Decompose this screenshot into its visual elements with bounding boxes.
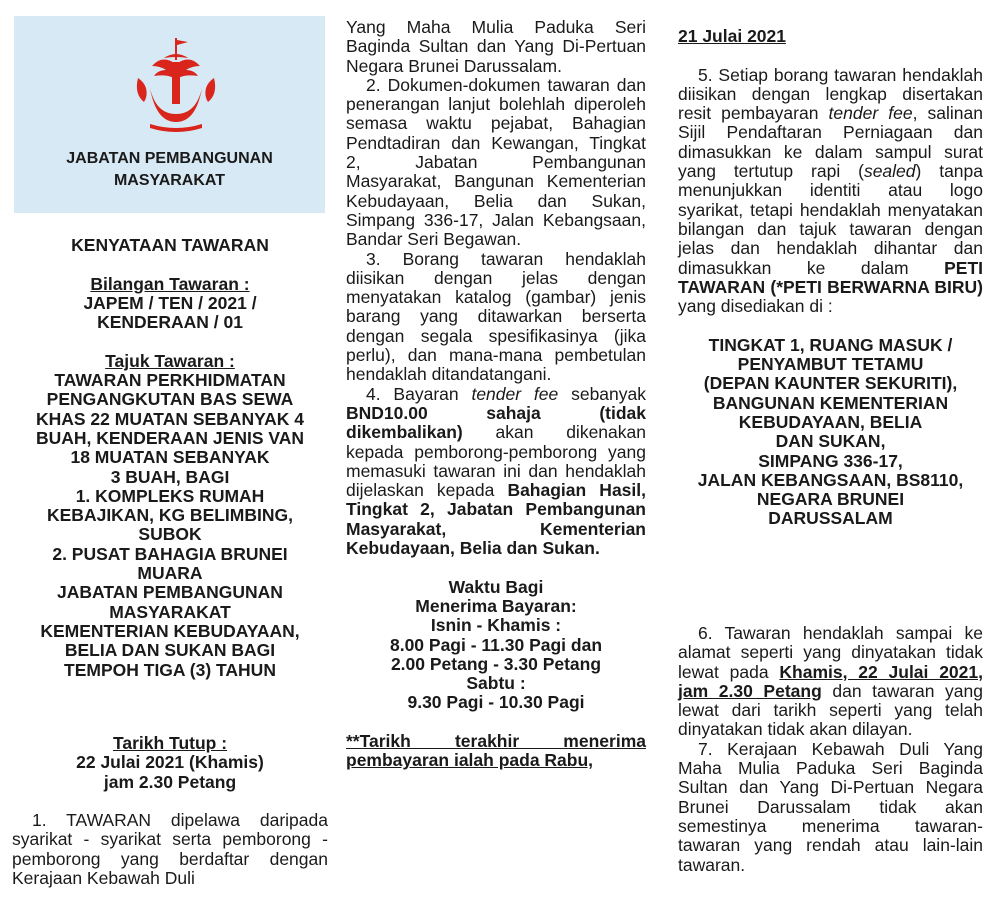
payment-hours-line: Menerima Bayaran: (415, 595, 577, 616)
notice-heading-block (12, 236, 328, 680)
address-line: DARUSSALAM (768, 508, 893, 529)
department-name (14, 148, 325, 192)
submission-address (678, 336, 983, 529)
text-run: sebanyak (558, 383, 647, 404)
header-banner (14, 16, 325, 213)
tajuk-line: MASYARAKAT (109, 601, 231, 622)
tarikh-tutup-block (12, 734, 328, 792)
tajuk-line: BUAH, KENDERAAN JENIS VAN (35, 427, 305, 448)
text-run: 4. Bayaran (366, 383, 472, 404)
payment-hours-line: Isnin - Khamis : (430, 615, 562, 636)
address-line: PENYAMBUT TETAMU (737, 354, 924, 375)
bilangan-line: JAPEM / TEN / 2021 / (83, 292, 257, 313)
paragraph-1-text: 1. TAWARAN dipelawa daripada syarikat - syarikat serta pemborong - pemborong yang berdaftar dengan Kerajaan Kebawah Duli (12, 810, 328, 888)
department-line: MASYARAKAT (113, 172, 226, 189)
tarikh-tutup-label: Tarikh Tutup : (112, 733, 228, 753)
tarikh-tutup-line: jam 2.30 Petang (103, 771, 237, 792)
paragraph-5 (678, 66, 983, 317)
bilangan-label: Bilangan Tawaran : (90, 273, 250, 294)
payment-hours-line: 2.00 Petang - 3.30 Petang (390, 653, 602, 674)
text-run: tender fee (828, 103, 913, 124)
payment-hours-line: Waktu Bagi (448, 576, 544, 597)
tajuk-line: KEMENTERIAN KEBUDAYAAN, (40, 620, 300, 641)
payment-deadline-note: **Tarikh terakhir menerima pembayaran ialah pada Rabu, (346, 730, 646, 771)
text-run: BND10.00 sahaja (tidak dikembalikan) (346, 402, 646, 443)
tajuk-label: Tajuk Tawaran : (105, 350, 235, 371)
notice-heading: KENYATAAN TAWARAN (71, 235, 269, 255)
paragraph-7: 7. Kerajaan Kebawah Duli Yang Maha Mulia Paduka Seri Baginda Sultan dan Yang Di-Pertuan Negara Brunei Darussalam tidak akan semestinya menerima tawaran-tawaran yang rendah atau lain-lain tawaran. (678, 738, 983, 875)
department-line: JABATAN PEMBANGUNAN (66, 150, 273, 167)
tajuk-line: 18 MUATAN SEBANYAK (70, 447, 270, 468)
payment-hours-line: 9.30 Pagi - 10.30 Pagi (407, 692, 585, 713)
bilangan-line: KENDERAAN / 01 (97, 312, 243, 333)
tajuk-line: 2. PUSAT BAHAGIA BRUNEI (52, 543, 288, 564)
tajuk-line: BELIA DAN SUKAN BAGI (64, 640, 276, 661)
paragraph-1-start (12, 811, 328, 888)
text-run: Bahagian Hasil, Tingkat 2, Jabatan Pembangunan Masyarakat, Kementerian Kebudayaan, Belia dan Sukan. (346, 480, 646, 559)
text-run: , salinan Sijil Pendaftaran Perniagaan dan dimasukkan ke dalam sampul surat yang tertutup rapi ( (678, 103, 983, 182)
address-line: JALAN KEBANGSAAN, BS8110, (697, 469, 964, 490)
address-line: DAN SUKAN, (775, 431, 886, 452)
payment-hours-line: Sabtu : (466, 673, 526, 694)
column-3-lower (678, 624, 983, 875)
payment-hours-line: 8.00 Pagi - 11.30 Pagi dan (389, 634, 603, 655)
text-run: sealed (863, 161, 916, 182)
text-run: tender fee (471, 383, 559, 404)
address-line: TINGKAT 1, RUANG MASUK / (708, 334, 953, 355)
address-line: BANGUNAN KEMENTERIAN (712, 392, 949, 413)
tajuk-line: KHAS 22 MUATAN SEBANYAK 4 (35, 408, 305, 429)
tajuk-line: SUBOK (138, 524, 202, 545)
paragraph-6 (678, 624, 983, 740)
tajuk-line: 1. KOMPLEKS RUMAH (75, 485, 265, 506)
payment-deadline-date: 21 Julai 2021 (678, 26, 786, 46)
paragraph-1-continued: Yang Maha Mulia Paduka Seri Baginda Sultan dan Yang Di-Pertuan Negara Brunei Darussalam. (346, 17, 646, 76)
text-run: 6. Tawaran hendaklah sampai ke alamat seperti yang dinyatakan tidak lewat pada (678, 623, 983, 682)
text-run: akan dikenakan kepada pemborong-pemborong yang memasuki tawaran ini dan hendaklah dijelaskan kepada (346, 422, 646, 501)
paragraph-4 (346, 385, 646, 559)
tajuk-line: KEBAJIKAN, KG BELIMBING, (47, 505, 293, 526)
tajuk-line: TEMPOH TIGA (3) TAHUN (64, 659, 276, 680)
column-2 (346, 18, 646, 771)
tarikh-tutup-line: 22 Julai 2021 (Khamis) (76, 752, 264, 773)
address-line: SIMPANG 336-17, (758, 450, 903, 471)
tajuk-line: MUARA (137, 563, 203, 584)
tajuk-line: TAWARAN PERKHIDMATAN (54, 370, 286, 391)
text-run: dan tawaran yang lewat dari tarikh seperti yang telah dinyatakan tidak akan dilayan. (678, 680, 983, 740)
tajuk-line: PENGANGKUTAN BAS SEWA (46, 389, 294, 410)
payment-hours (346, 578, 646, 713)
brunei-crest-icon (126, 36, 226, 136)
paragraph-3: 3. Borang tawaran hendaklah diisikan dengan jelas dengan menyatakan katalog (gambar) jenis barang yang ditawarkan berserta dengan segala spesifikasinya (jika perlu), dan mana-mana pembetulan hendaklah ditandatangani. (346, 248, 646, 385)
text-run: yang disediakan di : (678, 296, 833, 317)
text-run: Khamis, 22 Julai 2021, jam 2.30 Petang (678, 661, 983, 701)
text-run: ) tanpa menunjukkan identiti atau logo syarikat, tetapi hendaklah menyatakan bilangan dan tajuk tawaran dengan jelas dan hendaklah dihantar dan dimasukkan ke dalam (678, 161, 984, 278)
address-line: KEBUDAYAAN, BELIA (738, 411, 923, 432)
tajuk-line: 3 BUAH, BAGI (110, 466, 230, 487)
column-3 (678, 27, 983, 529)
text-run: 5. Setiap borang tawaran hendaklah diisikan dengan lengkap disertakan resit pembayaran (678, 64, 983, 124)
paragraph-2: 2. Dokumen-dokumen tawaran dan penerangan lanjut bolehlah diperoleh semasa waktu pejabat, Bahagian Pendtadiran dan Kewangan, Tingkat 2, Jabatan Pembangunan Masyarakat, Bangunan Kementerian Kebudayaan, Belia dan Sukan, Simpang 336-17, Jalan Kebangsaan, Bandar Seri Begawan. (346, 74, 646, 250)
address-line: (DEPAN KAUNTER SEKURITI), (703, 373, 958, 394)
address-line: NEGARA BRUNEI (756, 489, 905, 510)
text-run: PETI TAWARAN (*PETI BERWARNA BIRU) (678, 257, 983, 297)
tajuk-line: JABATAN PEMBANGUNAN (57, 582, 283, 603)
